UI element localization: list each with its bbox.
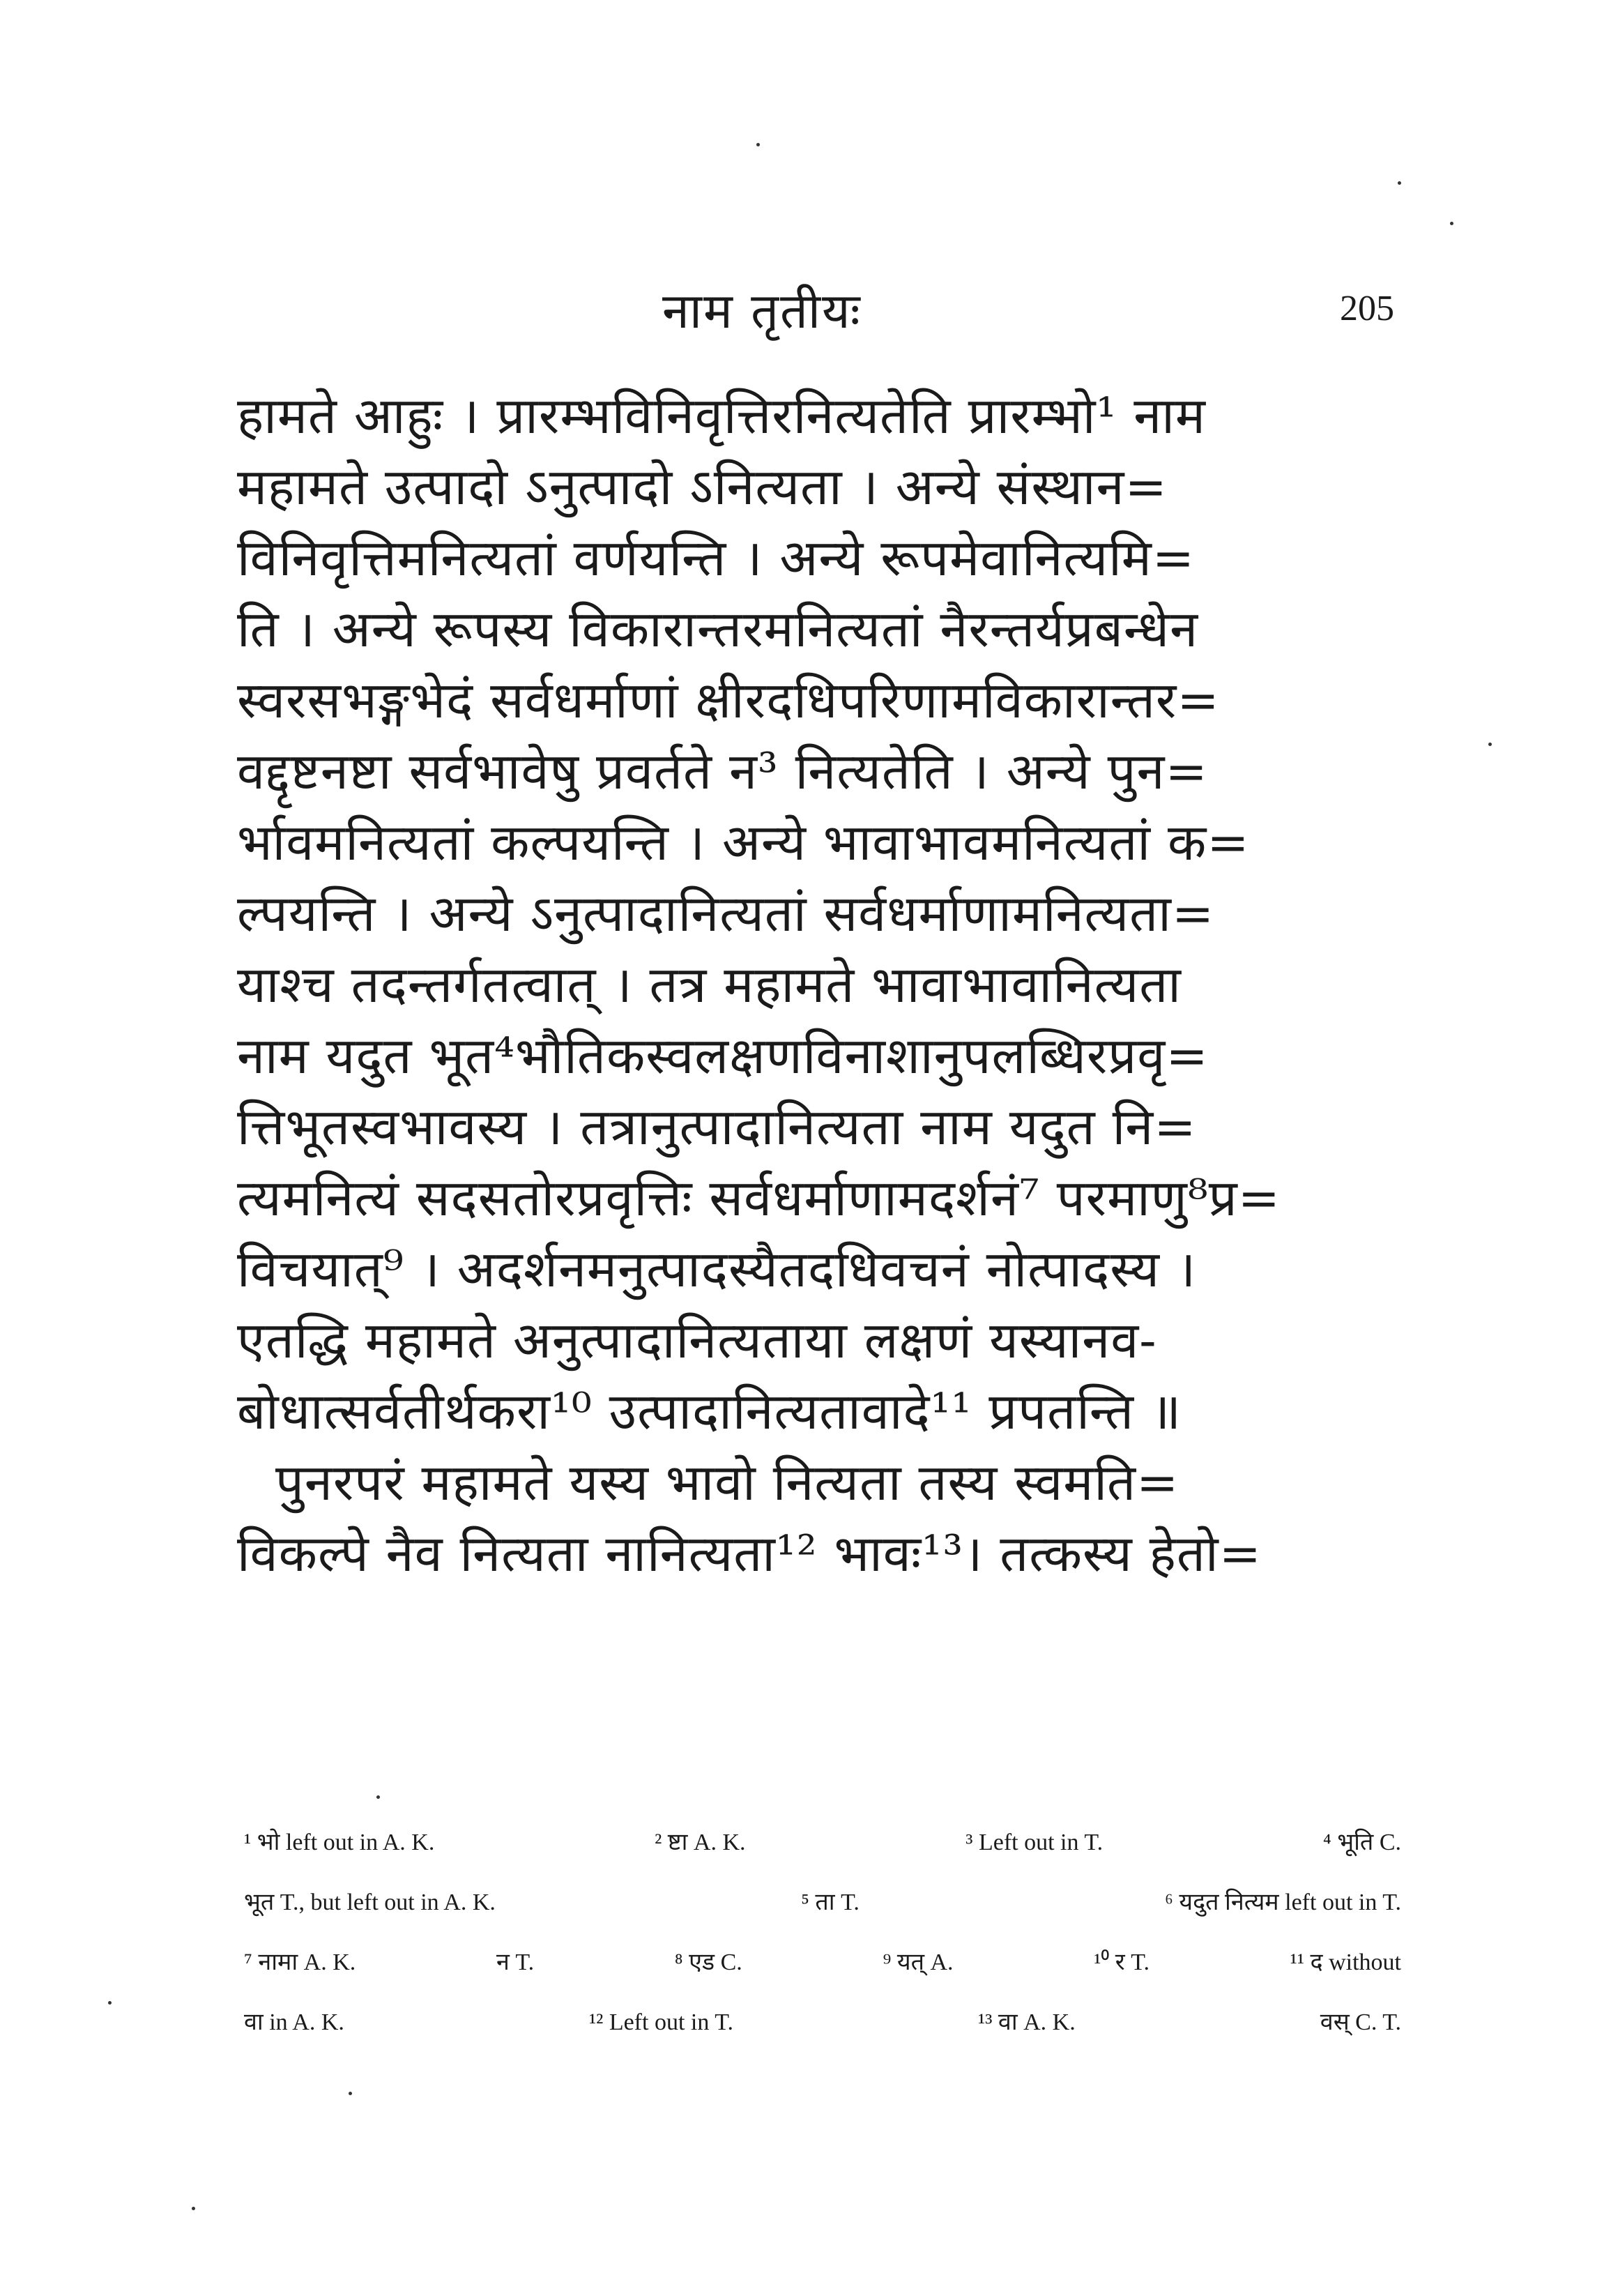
footnote: ⁷ नामा A. K. bbox=[244, 1949, 356, 1975]
footnote-row bbox=[244, 1813, 1401, 1873]
scan-speck bbox=[192, 2207, 195, 2210]
text-line: हामते आहुः । प्रारम्भविनिवृत्तिरनित्यतेति प्रारम्भो¹ नाम bbox=[237, 386, 1206, 445]
body-text bbox=[237, 380, 1401, 1589]
text-line: र्भावमनित्यतां कल्पयन्ति । अन्ये भावाभावमनित्यतां क= bbox=[237, 813, 1250, 872]
text-line: याश्च तदन्तर्गतत्वात् । तत्र महामते भावाभावानित्यता bbox=[237, 955, 1182, 1014]
footnote: ⁸ एड C. bbox=[674, 1949, 742, 1975]
footnote: ² ष्टा A. K. bbox=[655, 1830, 746, 1855]
text-line: ल्पयन्ति । अन्ये ऽनुत्पादानित्यतां सर्वधर्माणामनित्यता= bbox=[237, 884, 1215, 943]
footnote-row bbox=[244, 1993, 1401, 2053]
text-line: स्वरसभङ्गभेदं सर्वधर्माणां क्षीरदधिपरिणामविकारान्तर= bbox=[237, 671, 1220, 729]
scan-speck bbox=[1488, 743, 1492, 746]
footnote: ¹ भो left out in A. K. bbox=[244, 1830, 435, 1855]
footnote: भूत T., but left out in A. K. bbox=[244, 1890, 496, 1915]
footnotes bbox=[244, 1813, 1401, 2053]
text-line: एतद्धि महामते अनुत्पादानित्यताया लक्षणं यस्यानव- bbox=[237, 1311, 1157, 1369]
footnote: ⁶ यदुत नित्यम left out in T. bbox=[1165, 1890, 1401, 1915]
footnote-row bbox=[244, 1933, 1401, 1993]
text-line: विनिवृत्तिमनित्यतां वर्णयन्ति । अन्ये रूपमेवानित्यमि= bbox=[237, 529, 1196, 587]
footnote: ¹³ वा A. K. bbox=[978, 2009, 1076, 2035]
text-line: त्यमनित्यं सदसतोरप्रवृत्तिः सर्वधर्माणामदर्शनं⁷ परमाणु⁸प्र= bbox=[237, 1169, 1281, 1227]
text-line: बोधात्सर्वतीर्थकरा¹⁰ उत्पादानित्यतावादे¹¹ प्रपतन्ति ॥ bbox=[237, 1382, 1182, 1440]
scan-speck bbox=[349, 2092, 352, 2095]
footnote-row bbox=[244, 1873, 1401, 1933]
page-header bbox=[230, 275, 1394, 352]
scan-speck bbox=[108, 2001, 112, 2005]
text-line: ति । अन्ये रूपस्य विकारान्तरमनित्यतां नैरन्तर्यप्रबन्धेन bbox=[237, 600, 1199, 658]
footnote: वा in A. K. bbox=[244, 2009, 344, 2035]
footnote: ¹⁰ र T. bbox=[1094, 1949, 1150, 1975]
text-line: विकल्पे नैव नित्यता नानित्यता¹² भावः¹³। तत्कस्य हेतो= bbox=[237, 1524, 1262, 1583]
running-title: नाम तृतीयः bbox=[662, 282, 862, 340]
footnote: ³ Left out in T. bbox=[965, 1830, 1104, 1855]
scan-speck bbox=[1398, 181, 1401, 185]
footnote: ⁴ भूति C. bbox=[1322, 1830, 1401, 1855]
footnote: ¹¹ द without bbox=[1290, 1949, 1401, 1975]
scan-speck bbox=[1450, 222, 1453, 225]
text-line: नाम यदुत भूत⁴भौतिकस्वलक्षणविनाशानुपलब्धिरप्रवृ= bbox=[237, 1026, 1209, 1085]
text-line: वद्दृष्टनष्टा सर्वभावेषु प्रवर्तते न³ नित्यतेति । अन्ये पुन= bbox=[237, 742, 1208, 800]
footnote: ⁹ यत् A. bbox=[883, 1949, 954, 1975]
page-number: 205 bbox=[1340, 289, 1394, 328]
footnote: ⁵ ता T. bbox=[801, 1890, 860, 1915]
footnote: ¹² Left out in T. bbox=[588, 2009, 733, 2035]
text-line: विचयात्⁹ । अदर्शनमनुत्पादस्यैतदधिवचनं नोत्पादस्य । bbox=[237, 1240, 1197, 1298]
footnote: वस् C. T. bbox=[1320, 2009, 1401, 2035]
text-line: महामते उत्पादो ऽनुत्पादो ऽनित्यता । अन्ये संस्थान= bbox=[237, 457, 1168, 516]
text-line: त्तिभूतस्वभावस्य । तत्रानुत्पादानित्यता नाम यदुत नि= bbox=[237, 1097, 1197, 1156]
scan-speck bbox=[756, 143, 760, 146]
footnote: न T. bbox=[496, 1949, 535, 1975]
text-line-paragraph-start: पुनरपरं महामते यस्य भावो नित्यता तस्य स्वमति= bbox=[275, 1453, 1179, 1512]
scan-speck bbox=[376, 1795, 380, 1799]
